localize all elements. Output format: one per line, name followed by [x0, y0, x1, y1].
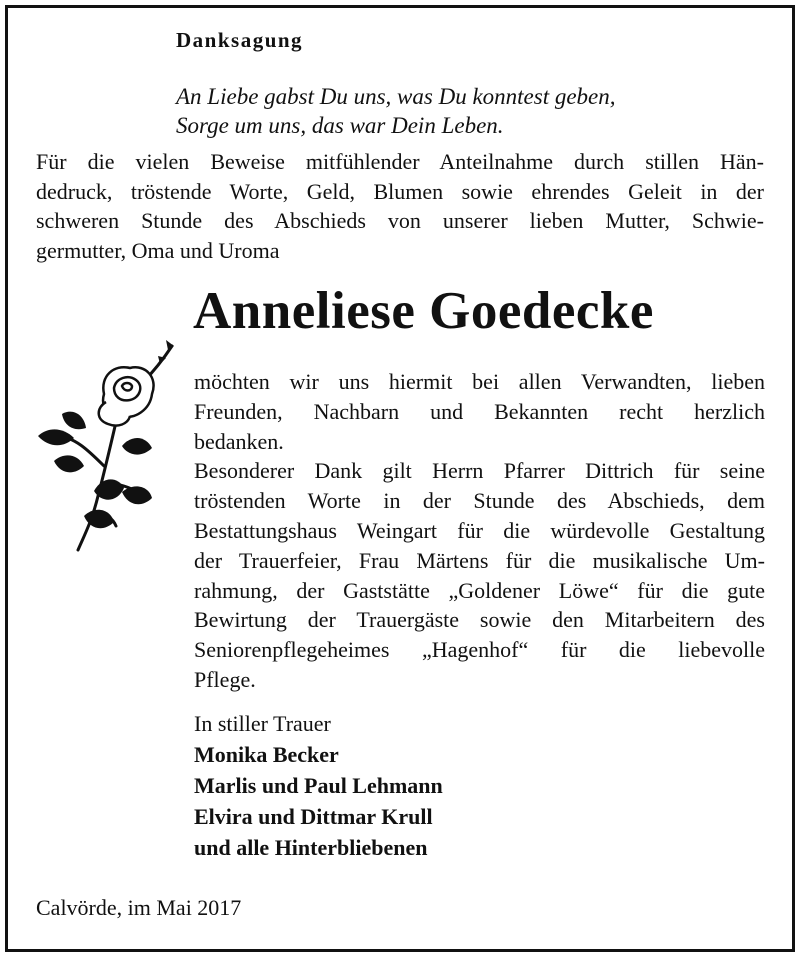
- signature-name: Elvira und Dittmar Krull: [194, 804, 433, 829]
- signature-intro: In stiller Trauer: [194, 711, 331, 736]
- body-line: rahmung, der Gaststätte „Goldener Löwe“ für die gute: [194, 577, 765, 603]
- thanks-paragraph: [194, 367, 765, 695]
- body-line: Seniorenpflegeheimes „Hagenhof“ für die liebevolle: [194, 637, 765, 663]
- body-line: Freunden, Nachbarn und Bekannten recht herzlich: [194, 398, 765, 424]
- signature-name: Marlis und Paul Lehmann: [194, 773, 443, 798]
- place-date: Calvörde, im Mai 2017: [36, 895, 242, 920]
- body-line: Pflege.: [194, 666, 256, 692]
- signature-name: und alle Hinterbliebenen: [194, 835, 428, 860]
- notice-heading: Danksagung: [176, 28, 304, 52]
- body-line: bedanken.: [194, 428, 284, 454]
- intro-paragraph: [36, 147, 764, 265]
- signature-name: Monika Becker: [194, 742, 339, 767]
- motto-line: An Liebe gabst Du uns, was Du konntest geben,: [176, 84, 616, 109]
- body-line: tröstenden Worte in der Stunde des Abschieds, dem: [194, 488, 765, 514]
- body-line: Bewirtung der Trauergäste sowie den Mitarbeitern des: [194, 607, 765, 633]
- rose-icon: [34, 336, 184, 554]
- body-line: möchten wir uns hiermit bei allen Verwandten, lieben: [194, 369, 765, 394]
- body-line: Besonderer Dank gilt Herrn Pfarrer Dittrich für seine: [194, 458, 765, 484]
- intro-line: schweren Stunde des Abschieds von unserer lieben Mutter, Schwie-: [36, 208, 764, 233]
- intro-line: germutter, Oma und Uroma: [36, 237, 280, 263]
- body-line: der Trauerfeier, Frau Märtens für die musikalische Um-: [194, 547, 765, 573]
- intro-line: dedruck, tröstende Worte, Geld, Blumen sowie ehrendes Geleit in der: [36, 178, 764, 204]
- motto-verse: [176, 82, 616, 140]
- signature-block: [194, 708, 443, 863]
- deceased-name: Anneliese Goedecke: [193, 282, 654, 340]
- body-line: Bestattungshaus Weingart für die würdevolle Gestaltung: [194, 517, 765, 543]
- motto-line: Sorge um uns, das war Dein Leben.: [176, 113, 504, 138]
- intro-line: Für die vielen Beweise mitfühlender Anteilnahme durch stillen Hän-: [36, 149, 764, 174]
